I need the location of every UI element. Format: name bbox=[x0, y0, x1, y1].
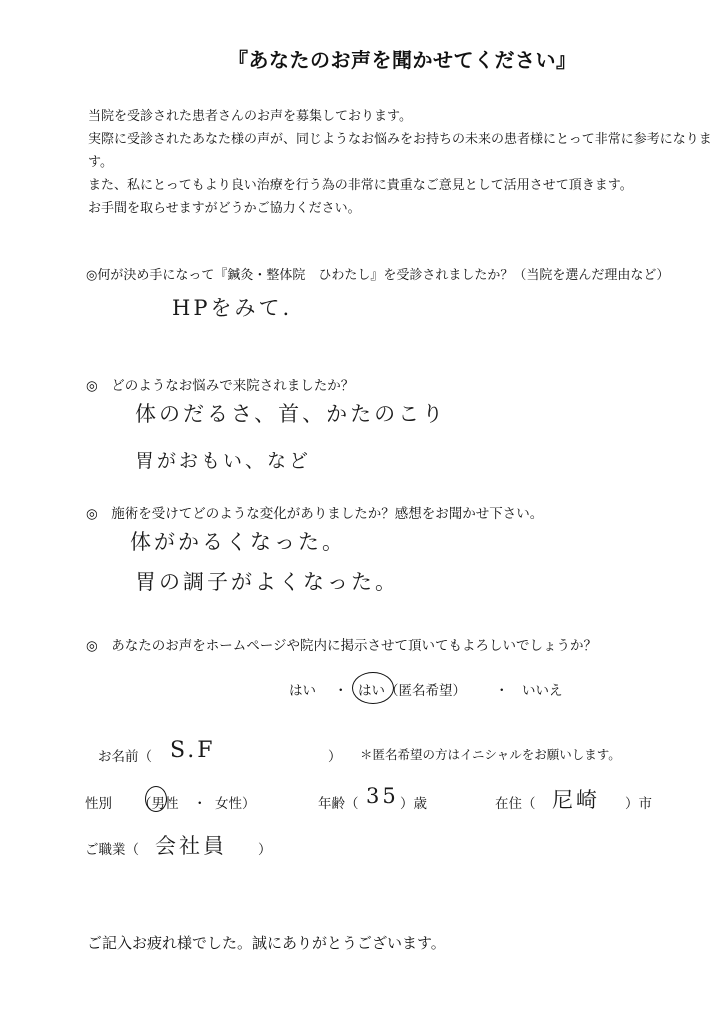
age-label: 年齢（ bbox=[318, 796, 359, 812]
answer-2-line-1: 体のだるさ、首、かたのこり bbox=[135, 402, 447, 426]
intro-line-2: 実際に受診されたあなた様の声が、同じようなお悩みをお持ちの未来の患者様にとって非常に参考になりま bbox=[88, 132, 712, 147]
gender-option-male[interactable]: （男性 bbox=[138, 796, 179, 812]
question-3: ◎ 施術を受けてどのような変化がありましたか？感想をお聞かせ下さい。 bbox=[86, 506, 544, 522]
publish-separator-2: ・ bbox=[495, 683, 509, 699]
publish-separator-1: ・ bbox=[334, 683, 348, 699]
question-2: ◎ どのようなお悩みで来院されましたか？ bbox=[86, 378, 355, 394]
answer-3-line-1: 体がかるくなった。 bbox=[130, 530, 346, 554]
intro-line-4: また、私にとってもより良い治療を行う為の非常に貴重なご意見として活用させて頂きます。 bbox=[88, 178, 633, 193]
gender-separator: ・ bbox=[193, 796, 207, 812]
occupation-label: ご職業（ bbox=[85, 842, 139, 858]
age-close: ）歳 bbox=[400, 796, 427, 812]
answer-2-line-2: 胃がおもい、など bbox=[135, 450, 312, 472]
age-value: 35 bbox=[366, 784, 399, 808]
publish-option-yes-anonymous[interactable]: はい（匿名希望） bbox=[358, 683, 466, 699]
closing-message: ご記入お疲れ様でした。誠にありがとうございます。 bbox=[87, 934, 446, 952]
intro-line-3: す。 bbox=[88, 155, 113, 170]
name-note: ＊匿名希望の方はイニシャルをお願いします。 bbox=[360, 747, 621, 762]
name-value: S.F bbox=[170, 738, 216, 763]
publish-option-no[interactable]: いいえ bbox=[522, 683, 563, 699]
page-title: 『あなたのお声を聞かせてください』 bbox=[228, 48, 577, 72]
answer-1: HPをみて. bbox=[172, 296, 293, 320]
occupation-value: 会社員 bbox=[155, 834, 227, 858]
residence-value: 尼崎 bbox=[552, 788, 600, 812]
intro-line-1: 当院を受診された患者さんのお声を募集しております。 bbox=[88, 109, 412, 124]
gender-label: 性別 bbox=[85, 796, 112, 812]
occupation-close: ） bbox=[258, 842, 272, 858]
question-1: ◎何が決め手になって『鍼灸・整体院 ひわたし』を受診されましたか？（当院を選んだ理由など） bbox=[86, 268, 670, 283]
name-close: ） bbox=[328, 749, 342, 765]
residence-close: ）市 bbox=[625, 796, 652, 812]
name-label: お名前（ bbox=[98, 749, 152, 765]
publish-option-yes[interactable]: はい bbox=[289, 683, 316, 699]
answer-3-line-2: 胃の調子がよくなった。 bbox=[135, 570, 399, 594]
intro-line-5: お手間を取らせますがどうかご協力ください。 bbox=[88, 201, 361, 216]
gender-option-female[interactable]: 女性） bbox=[215, 796, 256, 812]
question-4: ◎ あなたのお声をホームページや院内に掲示させて頂いてもよろしいでしょうか？ bbox=[86, 638, 598, 654]
residence-label: 在住（ bbox=[495, 796, 536, 812]
